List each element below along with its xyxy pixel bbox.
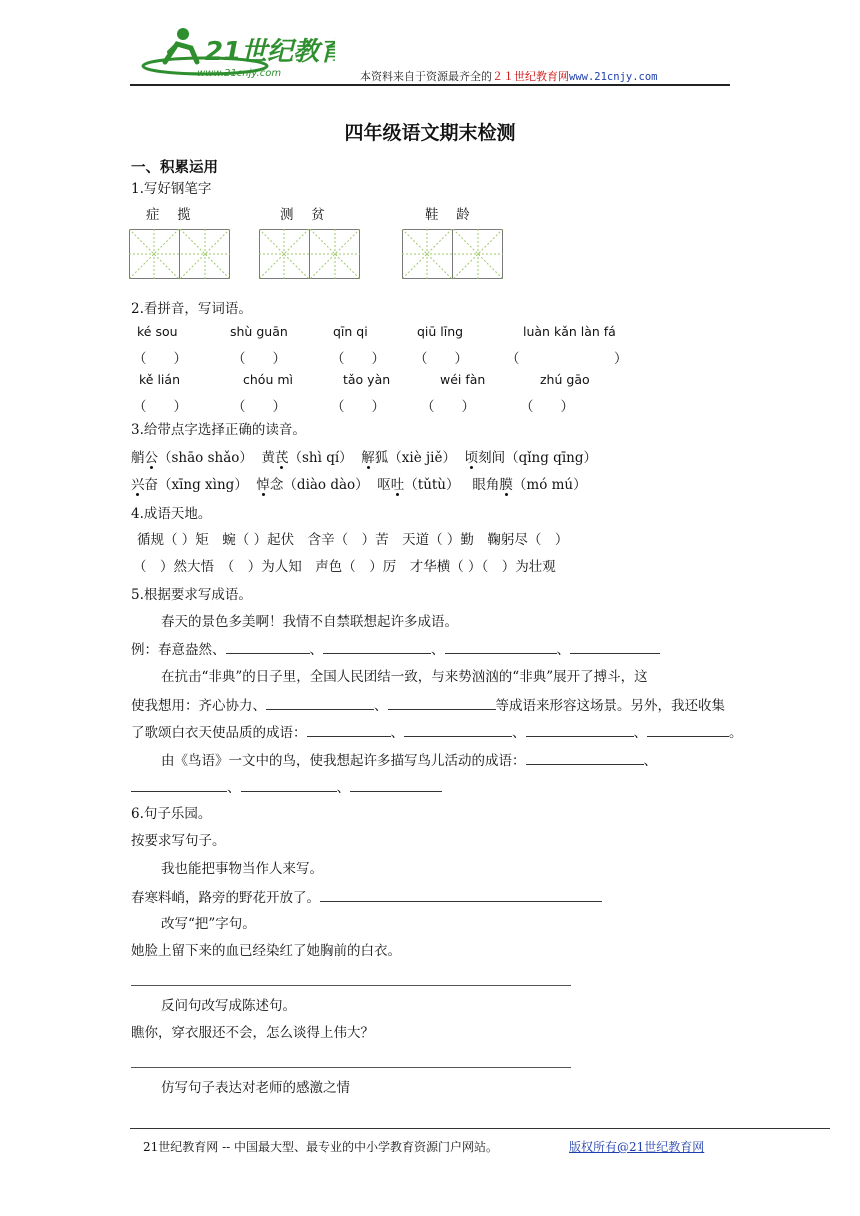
- section-title: 一、积累运用: [131, 159, 218, 176]
- header-url[interactable]: www.21cnjy.com: [569, 71, 658, 83]
- pinyin: shù guān: [230, 324, 288, 339]
- blank[interactable]: [226, 640, 310, 654]
- pinyin: wéi fàn: [440, 372, 486, 387]
- answer-paren[interactable]: （ ）: [331, 399, 385, 415]
- q5-p3: 由《鸟语》一文中的鸟，使我想起许多描写鸟儿活动的成语： 、: [161, 753, 657, 769]
- blank[interactable]: [241, 778, 337, 792]
- pinyin: ké sou: [137, 324, 178, 339]
- answer-blank[interactable]: [320, 888, 602, 902]
- pinyin: zhú gāo: [540, 372, 590, 387]
- pinyin: chóu mì: [243, 372, 293, 387]
- reading-option[interactable]: （shì qí）: [288, 450, 353, 466]
- q6-title: 6.句子乐园。: [131, 806, 212, 822]
- reading-option[interactable]: （xiè jiě）: [388, 450, 456, 466]
- answer-paren[interactable]: （ ）: [133, 399, 187, 415]
- header-note: 本资料来自于资源最齐全的２１世纪教育网www.21cnjy.com: [360, 70, 658, 83]
- q3-line-1: 艄公（shāo shǎo） 黄芪（shì qí） 解狐（xiè jiě） 顷刻间（qǐng qīng）: [131, 450, 597, 466]
- blank[interactable]: [131, 778, 227, 792]
- answer-paren[interactable]: （ ）: [421, 399, 475, 415]
- q1-chars-3: 鞋 龄: [425, 207, 470, 223]
- q5-p2c: 了歌颂白衣天使品质的成语： 、 、 、 。: [131, 725, 743, 741]
- reading-option[interactable]: （mó mú）: [512, 477, 587, 493]
- answer-line[interactable]: [131, 985, 571, 986]
- q4-line-2[interactable]: （ ）然大悟 （ ）为人知 声色（ ）厉 才华横（ ）（ ）为壮观: [133, 559, 556, 575]
- blank[interactable]: [266, 696, 374, 710]
- q4-title: 4.成语天地。: [131, 506, 212, 522]
- pinyin: qīn qi: [333, 324, 368, 339]
- header-rule: [130, 84, 730, 86]
- answer-line[interactable]: [131, 1067, 571, 1068]
- answer-paren[interactable]: （ ）: [232, 399, 286, 415]
- q6-a-sentence: 春寒料峭，路旁的野花开放了。: [131, 888, 602, 907]
- reading-option[interactable]: （tǔtù）: [404, 477, 460, 493]
- q6-a: 我也能把事物当作人来写。: [161, 861, 323, 877]
- writing-grid-3[interactable]: [402, 229, 504, 279]
- writing-grid-1[interactable]: [129, 229, 231, 279]
- reading-option[interactable]: （qǐng qīng）: [505, 450, 597, 466]
- answer-paren[interactable]: （ ）: [232, 351, 286, 367]
- blank[interactable]: [526, 723, 634, 737]
- q5-title: 5.根据要求写成语。: [131, 587, 252, 603]
- q5-p2a: 在抗击“非典”的日子里，全国人民团结一致，与来势汹汹的“非典”展开了搏斗，这: [161, 669, 648, 685]
- blank[interactable]: [323, 640, 431, 654]
- q5-p3-blanks: 、 、: [131, 778, 442, 797]
- blank[interactable]: [570, 640, 660, 654]
- q6-d: 仿写句子表达对老师的感激之情: [161, 1080, 350, 1096]
- answer-paren[interactable]: （ ）: [520, 399, 574, 415]
- answer-paren[interactable]: （ ）: [133, 351, 187, 367]
- pinyin: kě lián: [139, 372, 180, 387]
- pinyin: tǎo yàn: [343, 372, 391, 387]
- q6-b-sentence: 她脸上留下来的血已经染红了她胸前的白衣。: [131, 943, 401, 959]
- q5-p2b: 使我想用：齐心协力、 、 等成语来形容这场景。另外，我还收集: [131, 698, 725, 714]
- q6-c: 反问句改写成陈述句。: [161, 998, 296, 1014]
- q2-title: 2.看拼音，写词语。: [131, 301, 252, 317]
- reading-option[interactable]: （shāo shǎo）: [158, 450, 253, 466]
- blank[interactable]: [350, 778, 442, 792]
- blank[interactable]: [307, 723, 391, 737]
- reading-option[interactable]: （diào dào）: [283, 477, 369, 493]
- reading-option[interactable]: （xīng xìng）: [158, 477, 248, 493]
- q5-example: 例：春意盎然、 、 、 、: [131, 640, 660, 659]
- blank[interactable]: [404, 723, 512, 737]
- answer-paren[interactable]: （ ）: [331, 351, 385, 367]
- blank[interactable]: [445, 640, 557, 654]
- q3-title: 3.给带点字选择正确的读音。: [131, 422, 306, 438]
- q6-b: 改写“把”字句。: [161, 916, 256, 932]
- logo-url: www.21cnjy.com: [197, 68, 282, 79]
- footer-rule: [130, 1128, 830, 1129]
- writing-grid-2[interactable]: [259, 229, 361, 279]
- pinyin: luàn kǎn làn fá: [523, 324, 616, 339]
- answer-paren[interactable]: （ ）: [414, 351, 468, 367]
- q4-line-1[interactable]: 循规（ ）矩 蜿（ ）起伏 含辛（ ）苦 天道（ ）勤 鞠躬尽（ ）: [137, 532, 569, 548]
- pinyin: qiū līng: [417, 324, 464, 339]
- footer-copyright-link[interactable]: 版权所有@21世纪教育网: [569, 1140, 705, 1154]
- site-logo: [135, 22, 335, 84]
- q6-sub: 按要求写句子。: [131, 833, 226, 849]
- q5-p1: 春天的景色多美啊！我情不自禁联想起许多成语。: [161, 614, 458, 630]
- q6-c-sentence: 瞧你，穿衣服还不会，怎么谈得上伟大？: [131, 1025, 374, 1041]
- footer-text: 21世纪教育网 -- 中国最大型、最专业的中小学教育资源门户网站。: [143, 1140, 499, 1154]
- blank[interactable]: [388, 696, 496, 710]
- q1-chars-2: 测 贫: [280, 207, 325, 223]
- q1-chars-1: 症 揽: [146, 207, 191, 223]
- q1-title: 1.写好钢笔字: [131, 181, 212, 197]
- q3-line-2: 兴奋（xīng xìng） 悼念（diào dào） 呕吐（tǔtù） 眼角膜（mó mú）: [131, 477, 587, 493]
- header-brand: ２１世纪教育网: [492, 70, 569, 83]
- blank[interactable]: [647, 723, 729, 737]
- answer-paren-wide[interactable]: （ ）: [506, 351, 628, 367]
- page-title: 四年级语文期末检测: [344, 122, 516, 144]
- blank[interactable]: [526, 751, 644, 765]
- logo-text: 21世纪教育: [205, 37, 335, 67]
